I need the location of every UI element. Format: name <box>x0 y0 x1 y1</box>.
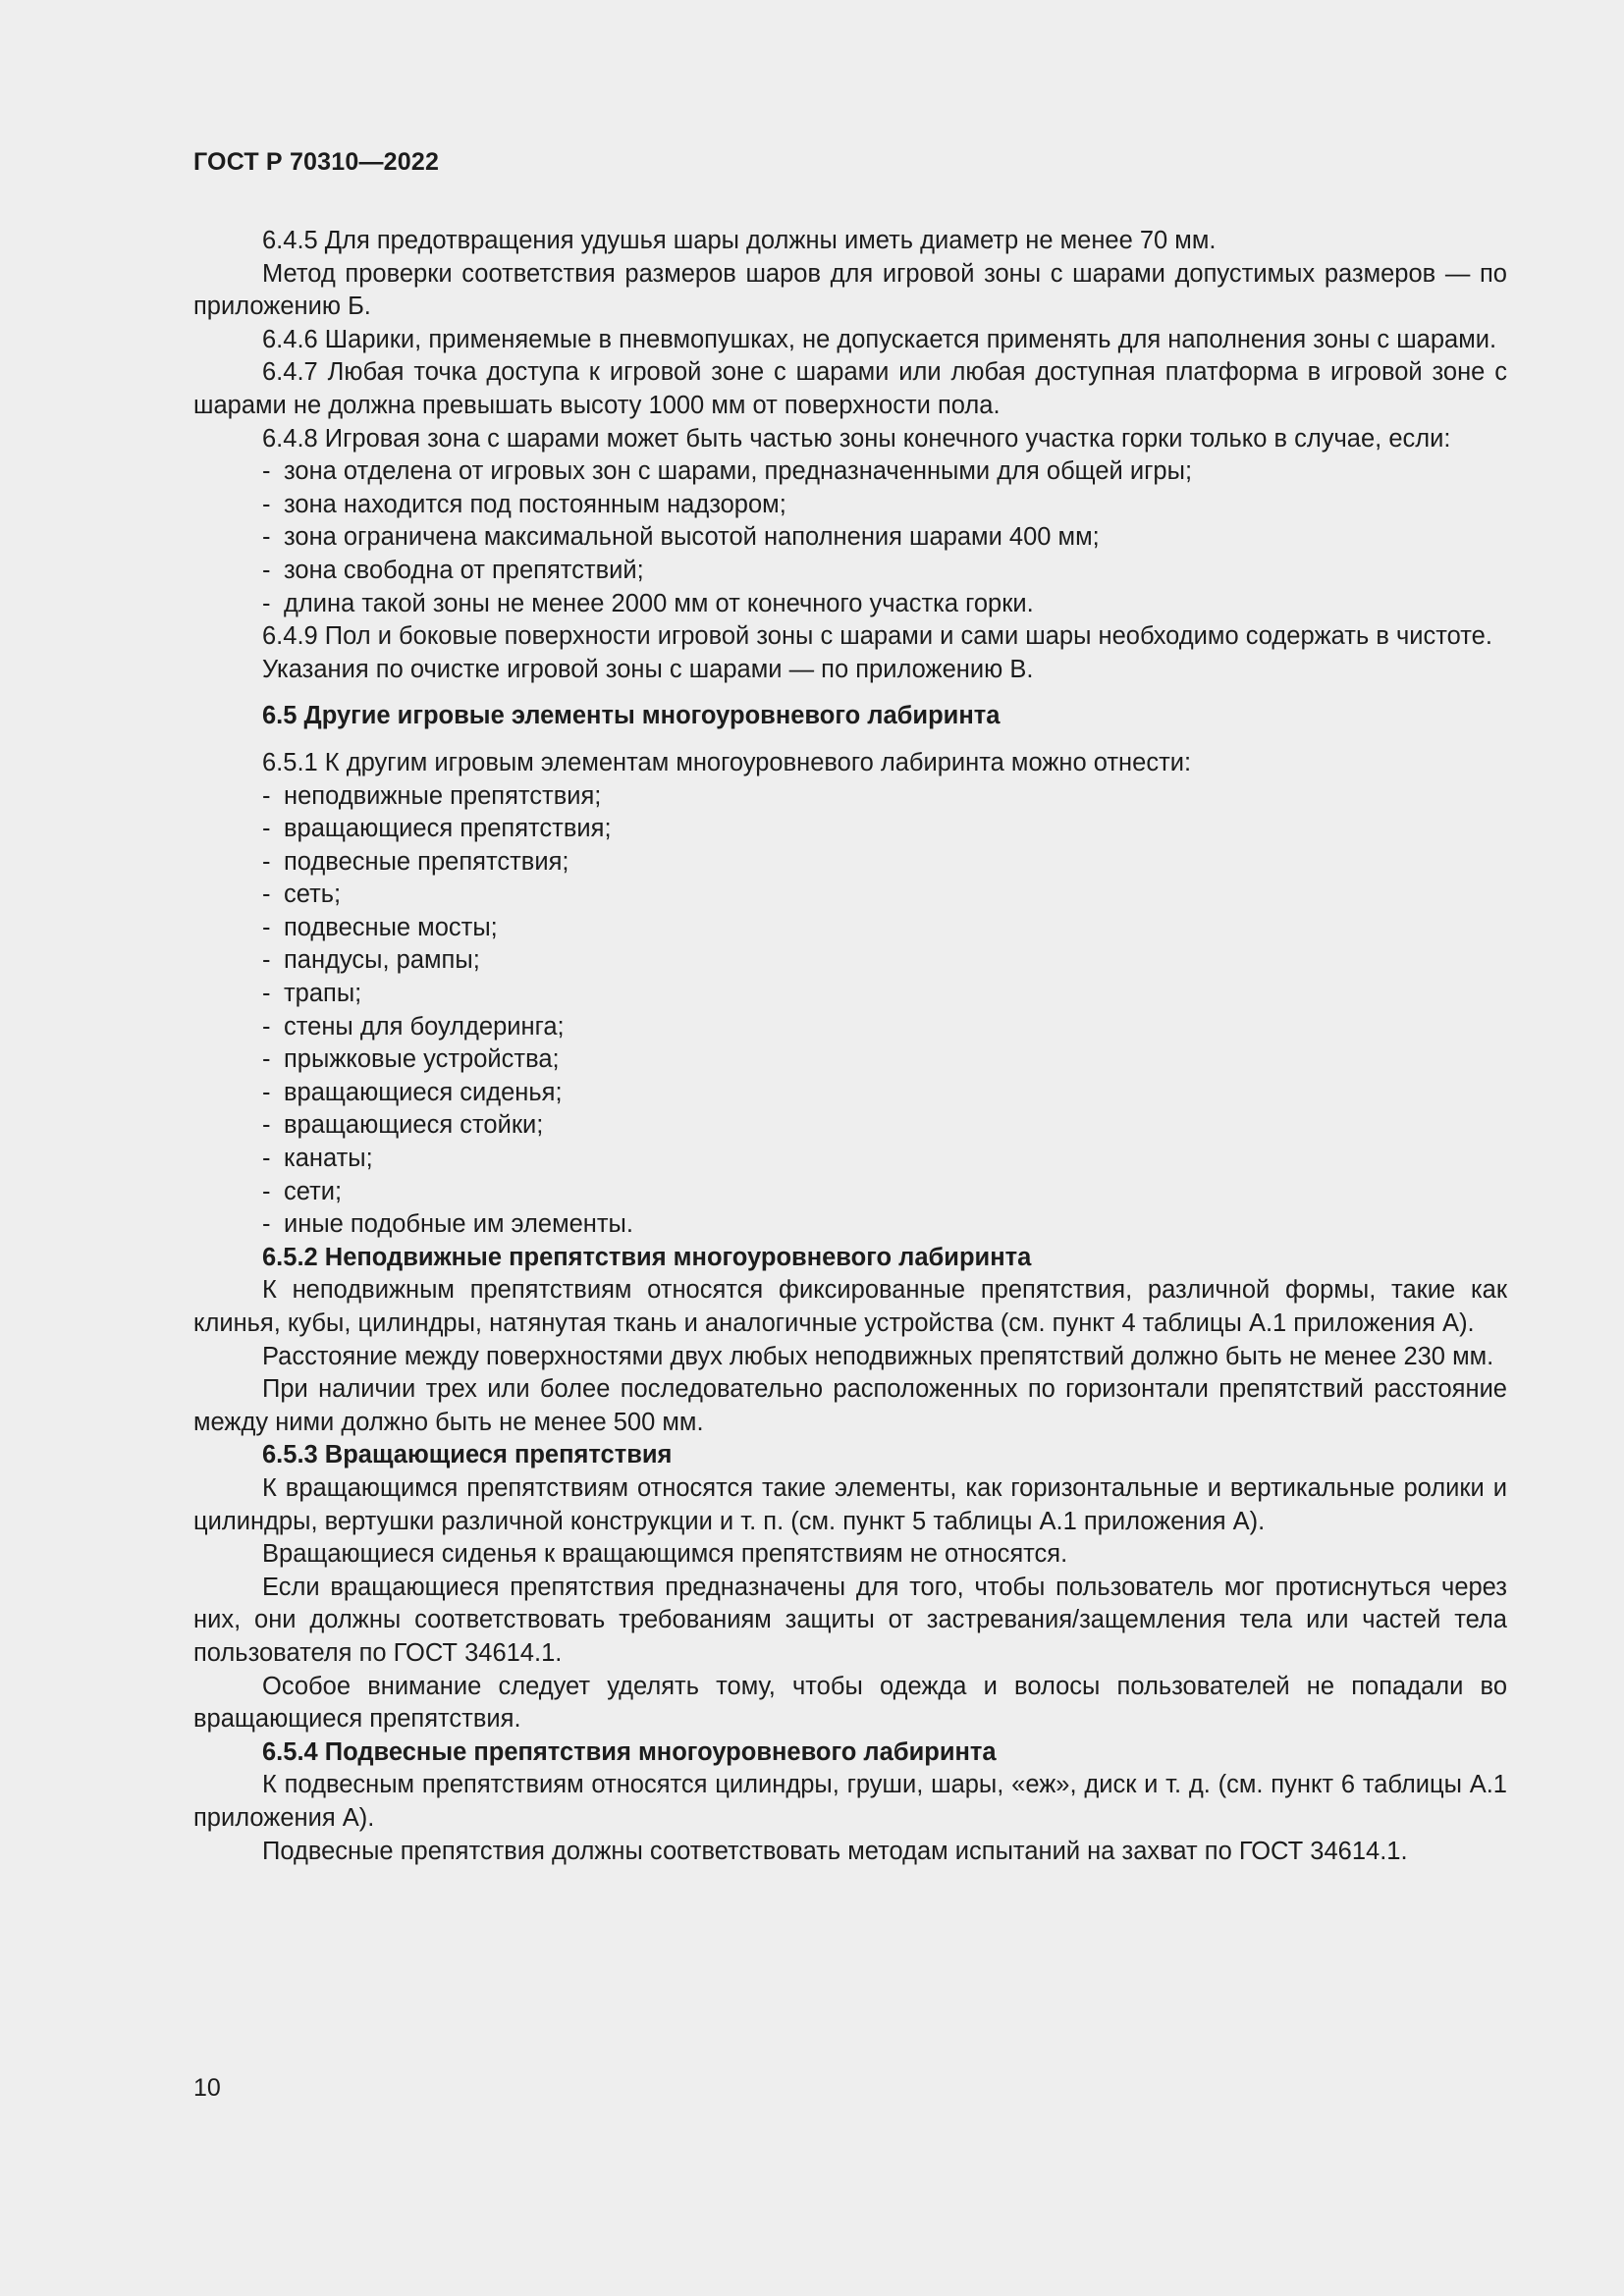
paragraph: 6.4.7 Любая точка доступа к игровой зоне с шарами или любая доступная платформа в игровой зоне с шарами не должна превышать высоту 1000 мм от поверхности пола. <box>193 358 1507 419</box>
list-dash: - <box>262 881 271 909</box>
section-spacer <box>193 686 1507 700</box>
list-item-text: пандусы, рампы; <box>284 946 480 975</box>
paragraph: Если вращающиеся препятствия предназначены для того, чтобы пользователь мог протиснуться через них, они должны соответствовать требованиям защиты от застревания/защемления тела или частей тела пользователя по ГОСТ 34614.1. <box>193 1573 1507 1667</box>
list-dash: - <box>262 457 271 486</box>
list-dash: - <box>262 490 271 518</box>
paragraph: 6.4.8 Игровая зона с шарами может быть частью зоны конечного участка горки только в случае, если: <box>262 424 1451 453</box>
list-dash: - <box>262 589 271 617</box>
list-item <box>193 978 1507 1011</box>
list-item <box>193 1176 1507 1209</box>
page-number: 10 <box>193 2074 221 2102</box>
list-item-text: вращающиеся стойки; <box>284 1111 544 1140</box>
section-heading: 6.5.4 Подвесные препятствия многоуровневого лабиринта <box>262 1737 997 1766</box>
list-dash: - <box>262 980 271 1008</box>
list-dash: - <box>262 913 271 941</box>
list-item <box>193 1109 1507 1143</box>
list-dash: - <box>262 523 271 552</box>
list-item <box>193 846 1507 880</box>
list-item-text: иные подобные им элементы. <box>284 1210 633 1239</box>
list-dash: - <box>262 1111 271 1140</box>
list-item <box>193 879 1507 912</box>
list-item-text: вращающиеся сиденья; <box>284 1078 563 1106</box>
list-item-text: канаты; <box>284 1145 373 1173</box>
section-spacer <box>193 733 1507 747</box>
paragraph: Указания по очистке игровой зоны с шарами — по приложению В. <box>262 655 1034 683</box>
list-item <box>193 1043 1507 1077</box>
list-item <box>193 780 1507 814</box>
list-item <box>193 1208 1507 1242</box>
paragraph: К вращающимся препятствиям относятся такие элементы, как горизонтальные и вертикальные ролики и цилиндры, вертушки различной конструкции и т. п. (см. пункт 5 таблицы А.1 приложения А). <box>193 1473 1507 1535</box>
list-item-text: вращающиеся препятствия; <box>284 815 612 843</box>
list-dash: - <box>262 1177 271 1205</box>
paragraph: Особое внимание следует уделять тому, чтобы одежда и волосы пользователей не попадали во вращающиеся препятствия. <box>193 1672 1507 1734</box>
list-item <box>193 1143 1507 1176</box>
list-dash: - <box>262 1012 271 1041</box>
list-dash: - <box>262 1045 271 1074</box>
list-item-text: неподвижные препятствия; <box>284 781 602 810</box>
list-item <box>193 555 1507 588</box>
list-item-text: сети; <box>284 1177 343 1205</box>
paragraph: При наличии трех или более последовательно расположенных по горизонтали препятствий расстояние между ними должно быть не менее 500 мм. <box>193 1375 1507 1436</box>
document-code: ГОСТ Р 70310—2022 <box>193 148 440 176</box>
list-item <box>193 455 1507 489</box>
list-item <box>193 813 1507 846</box>
list-item <box>193 588 1507 621</box>
list-dash: - <box>262 1145 271 1173</box>
list-item-text: подвесные препятствия; <box>284 847 569 876</box>
list-dash: - <box>262 1210 271 1239</box>
list-item-text: зона отделена от игровых зон с шарами, предназначенными для общей игры; <box>284 457 1193 486</box>
paragraph: Вращающиеся сиденья к вращающимся препятствиям не относятся. <box>262 1540 1068 1569</box>
list-item <box>193 944 1507 978</box>
list-dash: - <box>262 556 271 584</box>
paragraph: К подвесным препятствиям относятся цилиндры, груши, шары, «еж», диск и т. д. (см. пункт 6 таблицы А.1 приложения А). <box>193 1771 1507 1832</box>
list-item-text: длина такой зоны не менее 2000 мм от конечного участка горки. <box>284 589 1034 617</box>
document-body <box>193 225 1507 1868</box>
paragraph: Расстояние между поверхностями двух любых неподвижных препятствий должно быть не менее 230 мм. <box>262 1342 1494 1370</box>
section-heading: 6.5.2 Неподвижные препятствия многоуровневого лабиринта <box>262 1243 1032 1271</box>
list-dash: - <box>262 847 271 876</box>
list-dash: - <box>262 781 271 810</box>
list-dash: - <box>262 946 271 975</box>
list-item <box>193 1011 1507 1044</box>
paragraph: Подвесные препятствия должны соответствовать методам испытаний на захват по ГОСТ 34614.1. <box>262 1837 1408 1865</box>
paragraph: 6.4.6 Шарики, применяемые в пневмопушках, не допускается применять для наполнения зоны с шарами. <box>262 325 1497 353</box>
list-item <box>193 912 1507 945</box>
list-item <box>193 521 1507 555</box>
list-item-text: зона свободна от препятствий; <box>284 556 644 584</box>
paragraph: 6.5.1 К другим игровым элементам многоуровневого лабиринта можно отнести: <box>262 748 1192 776</box>
paragraph: 6.4.9 Пол и боковые поверхности игровой зоны с шарами и сами шары необходимо содержать в чистоте. <box>262 622 1492 651</box>
list-dash: - <box>262 1078 271 1106</box>
list-item <box>193 489 1507 522</box>
paragraph: К неподвижным препятствиям относятся фиксированные препятствия, различной формы, такие как клинья, кубы, цилиндры, натянутая ткань и аналогичные устройства (см. пункт 4 таблицы А.1 приложения А). <box>193 1276 1507 1337</box>
paragraph: 6.4.5 Для предотвращения удушья шары должны иметь диаметр не менее 70 мм. <box>262 227 1217 254</box>
section-heading: 6.5.3 Вращающиеся препятствия <box>262 1441 673 1469</box>
list-dash: - <box>262 815 271 843</box>
paragraph: Метод проверки соответствия размеров шаров для игровой зоны с шарами допустимых размеров — по приложению Б. <box>193 259 1507 321</box>
list-item-text: подвесные мосты; <box>284 913 498 941</box>
list-item-text: стены для боулдеринга; <box>284 1012 565 1041</box>
list-item-text: зона находится под постоянным надзором; <box>284 490 786 518</box>
section-heading: 6.5 Другие игровые элементы многоуровневого лабиринта <box>262 702 1001 730</box>
list-item <box>193 1077 1507 1110</box>
list-item-text: трапы; <box>284 980 362 1008</box>
list-item-text: сеть; <box>284 881 342 909</box>
list-item-text: зона ограничена максимальной высотой наполнения шарами 400 мм; <box>284 523 1100 552</box>
list-item-text: прыжковые устройства; <box>284 1045 560 1074</box>
